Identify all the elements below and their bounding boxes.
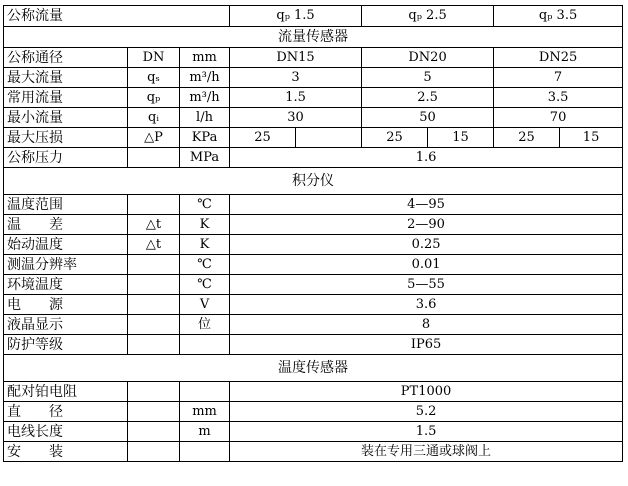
cell-value: IP65	[230, 335, 623, 355]
row-label: 测温分辨率	[4, 255, 128, 275]
size-header: qₚ 2.5	[362, 6, 494, 27]
row-unit	[180, 442, 230, 462]
row-unit: MPa	[180, 148, 230, 168]
cell-value: 3.6	[230, 295, 623, 315]
cell-value: 8	[230, 315, 623, 335]
cell-value: 7	[494, 68, 623, 88]
cell-value: 2—90	[230, 215, 623, 235]
row-unit: m³/h	[180, 68, 230, 88]
cell-value: 1.5	[230, 88, 362, 108]
row-unit	[180, 382, 230, 402]
cell-value: 30	[230, 108, 362, 128]
section-title-flow-sensor: 流量传感器	[4, 27, 623, 48]
cell-value: 1.5	[230, 422, 623, 442]
row-symbol: △t	[128, 215, 180, 235]
table-row	[4, 48, 623, 68]
cell-value: PT1000	[230, 382, 623, 402]
row-unit: K	[180, 215, 230, 235]
row-label: 安 装	[4, 442, 128, 462]
row-label: 电线长度	[4, 422, 128, 442]
row-symbol	[128, 148, 180, 168]
cell-value: 3	[230, 68, 362, 88]
row-unit: ℃	[180, 255, 230, 275]
cell-value: 0.25	[230, 235, 623, 255]
row-label: 最大压损	[4, 128, 128, 148]
row-symbol	[128, 255, 180, 275]
table-row	[4, 402, 623, 422]
table-row	[4, 255, 623, 275]
row-label: 温度范围	[4, 195, 128, 215]
row-label: 常用流量	[4, 88, 128, 108]
section-row	[4, 168, 623, 195]
row-unit: KPa	[180, 128, 230, 148]
table-row	[4, 295, 623, 315]
cell-value: 5	[362, 68, 494, 88]
table-row	[4, 275, 623, 295]
row-unit: mm	[180, 402, 230, 422]
cell-value: DN15	[230, 48, 362, 68]
row-symbol: △t	[128, 235, 180, 255]
row-label: 液晶显示	[4, 315, 128, 335]
specification-table	[3, 5, 623, 462]
table-row	[4, 128, 623, 148]
cell-value: 25	[494, 128, 560, 148]
row-symbol: qₛ	[128, 68, 180, 88]
section-row	[4, 355, 623, 382]
row-symbol: △P	[128, 128, 180, 148]
size-header: qₚ 1.5	[230, 6, 362, 27]
cell-value: 1.6	[230, 148, 623, 168]
cell-value: 0.01	[230, 255, 623, 275]
row-unit: m	[180, 422, 230, 442]
cell-value: 装在专用三通或球阀上	[230, 442, 623, 462]
row-symbol: DN	[128, 48, 180, 68]
row-unit: mm	[180, 48, 230, 68]
row-label: 最大流量	[4, 68, 128, 88]
cell-value: 25	[230, 128, 296, 148]
row-symbol: qᵢ	[128, 108, 180, 128]
cell-value: 3.5	[494, 88, 623, 108]
row-label: 最小流量	[4, 108, 128, 128]
row-unit: m³/h	[180, 88, 230, 108]
row-symbol	[128, 442, 180, 462]
row-label: 温 差	[4, 215, 128, 235]
row-symbol	[128, 422, 180, 442]
cell-value: 15	[428, 128, 494, 148]
table-row	[4, 382, 623, 402]
table-row	[4, 335, 623, 355]
row-unit: V	[180, 295, 230, 315]
row-symbol	[128, 195, 180, 215]
table-row	[4, 315, 623, 335]
section-row	[4, 27, 623, 48]
row-symbol	[128, 295, 180, 315]
table-row-nominal-flow	[4, 6, 623, 27]
table-row	[4, 215, 623, 235]
table-row	[4, 148, 623, 168]
row-label: 公称压力	[4, 148, 128, 168]
row-symbol	[128, 402, 180, 422]
section-title-temp-sensor: 温度传感器	[4, 355, 623, 382]
cell-value: DN20	[362, 48, 494, 68]
table-row	[4, 235, 623, 255]
row-symbol: qₚ	[128, 88, 180, 108]
table-row	[4, 108, 623, 128]
cell-value	[296, 128, 362, 148]
cell-value: 70	[494, 108, 623, 128]
cell-value: DN25	[494, 48, 623, 68]
cell-value: 5—55	[230, 275, 623, 295]
cell-value: 15	[560, 128, 623, 148]
row-symbol	[128, 382, 180, 402]
size-header: qₚ 3.5	[494, 6, 623, 27]
row-label: 环境温度	[4, 275, 128, 295]
row-label: 公称通径	[4, 48, 128, 68]
row-unit: 位	[180, 315, 230, 335]
cell-value: 2.5	[362, 88, 494, 108]
cell-value: 50	[362, 108, 494, 128]
table-row	[4, 88, 623, 108]
cell-value: 4—95	[230, 195, 623, 215]
row-unit: ℃	[180, 275, 230, 295]
row-label: 防护等级	[4, 335, 128, 355]
row-label: 配对铂电阻	[4, 382, 128, 402]
row-unit: ℃	[180, 195, 230, 215]
row-symbol	[128, 315, 180, 335]
table-row	[4, 442, 623, 462]
row-unit: K	[180, 235, 230, 255]
row-label: 始动温度	[4, 235, 128, 255]
table-row	[4, 68, 623, 88]
table-row	[4, 422, 623, 442]
row-symbol	[128, 335, 180, 355]
cell-value: 25	[362, 128, 428, 148]
row-label: 直 径	[4, 402, 128, 422]
row-unit	[180, 335, 230, 355]
row-symbol	[128, 275, 180, 295]
row-unit: l/h	[180, 108, 230, 128]
row-label: 电 源	[4, 295, 128, 315]
cell-value: 5.2	[230, 402, 623, 422]
section-title-integrator: 积分仪	[4, 168, 623, 195]
row-label: 公称流量	[4, 6, 230, 27]
table-row	[4, 195, 623, 215]
